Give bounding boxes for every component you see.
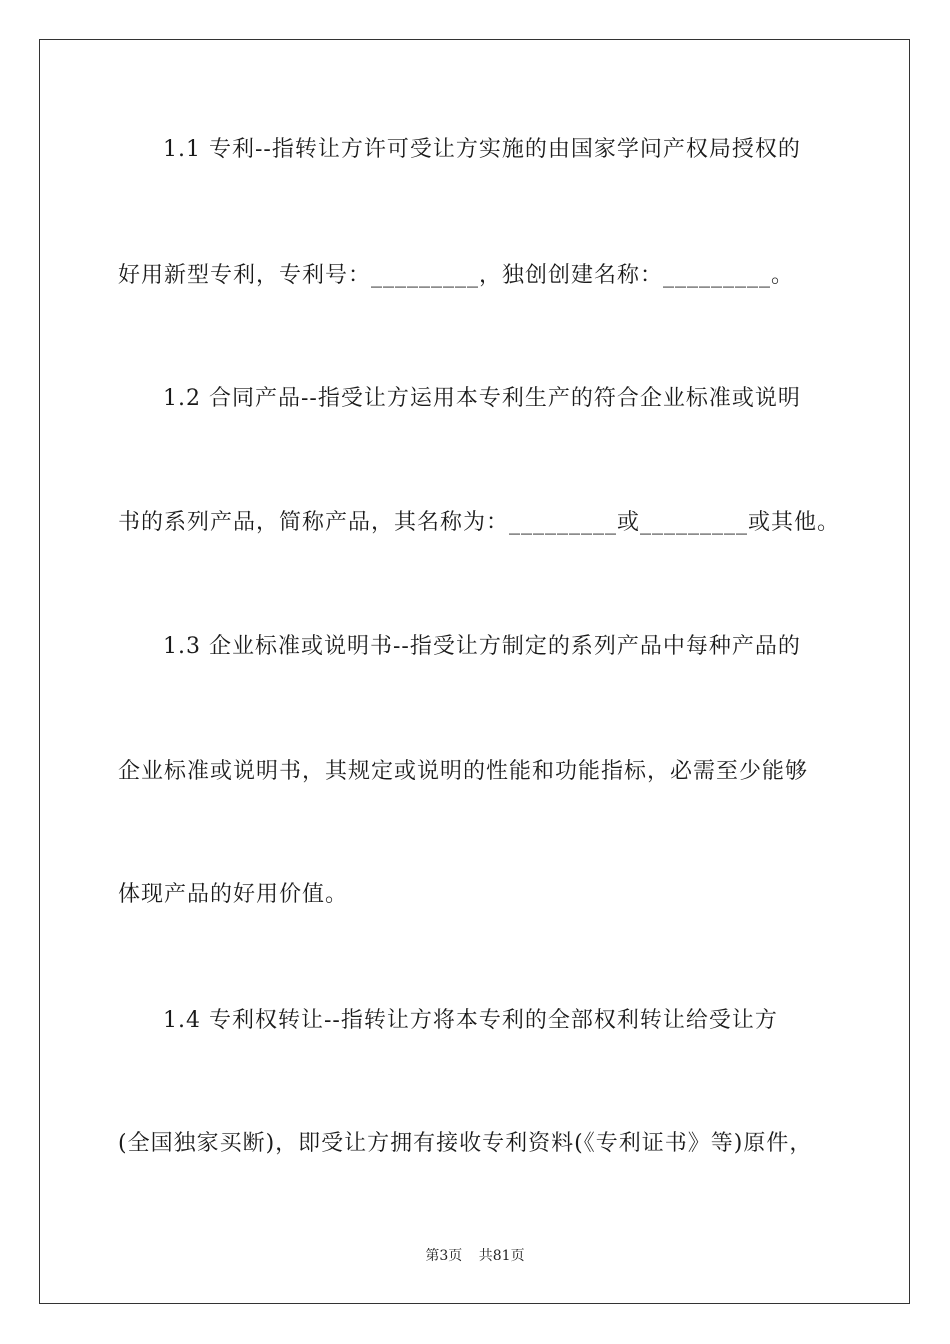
paragraph-1-1-line-1: 1.1 专利--指转让方许可受让方实施的由国家学问产权局授权的	[163, 137, 801, 162]
total-pages: 共81页	[478, 1248, 525, 1264]
page-border	[39, 39, 910, 1304]
paragraph-1-4-line-1: 1.4 专利权转让--指转让方将本专利的全部权利转让给受让方	[163, 1008, 778, 1033]
paragraph-1-4-line-2: (全国独家买断)，即受让方拥有接收专利资料(《专利证书》等)原件，	[118, 1131, 813, 1156]
paragraph-1-3-line-1: 1.3 企业标准或说明书--指受让方制定的系列产品中每种产品的	[163, 634, 801, 659]
paragraph-1-3-line-2: 企业标准或说明书，其规定或说明的性能和功能指标，必需至少能够	[118, 759, 809, 784]
page-number: 第3页	[425, 1248, 463, 1264]
paragraph-1-3-line-3: 体现产品的好用价值。	[118, 882, 349, 907]
paragraph-1-2-line-1: 1.2 合同产品--指受让方运用本专利生产的符合企业标准或说明	[163, 386, 801, 411]
paragraph-1-1-line-2: 好用新型专利，专利号：_________，独创创建名称：_________。	[118, 263, 795, 288]
paragraph-1-2-line-2: 书的系列产品，简称产品，其名称为：_________或_________或其他。	[118, 510, 841, 535]
page-footer	[0, 1245, 950, 1265]
